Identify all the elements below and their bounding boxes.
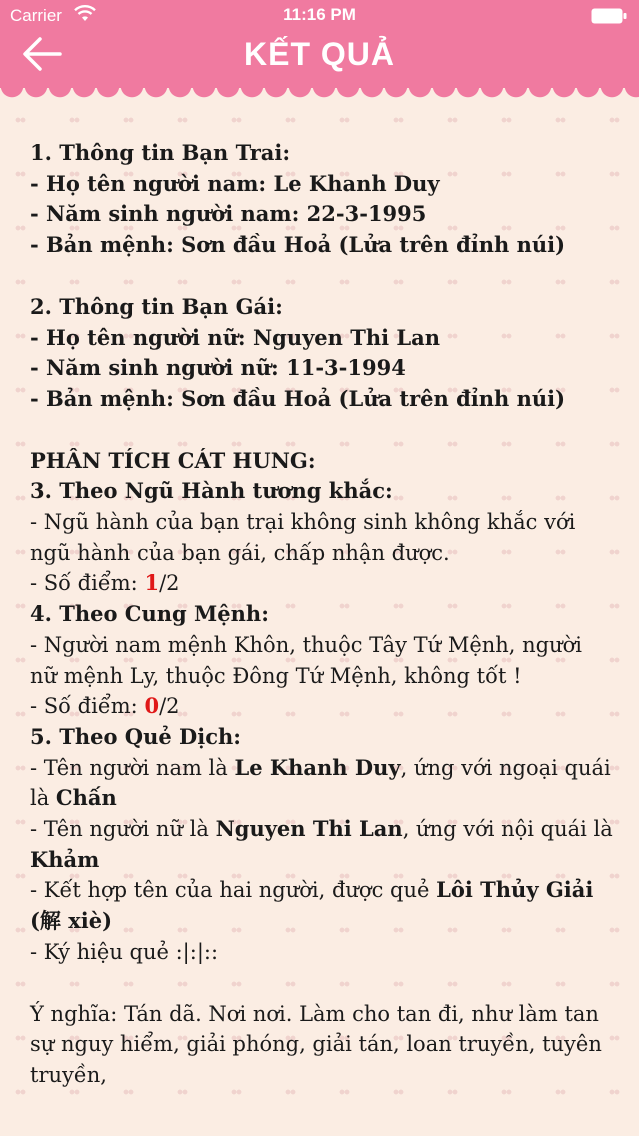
girl-element-line: - Bản mệnh: Sơn đầu Hoả (Lửa trên đỉnh núi) xyxy=(30,385,566,411)
que-dich-symbol-line: - Ký hiệu quẻ :|:|:: xyxy=(30,939,219,964)
page-title: KẾT QUẢ xyxy=(244,36,395,72)
spacer xyxy=(30,968,615,999)
female-name: Nguyen Thi Lan xyxy=(215,816,403,842)
male-trigram: Chấn xyxy=(55,785,117,811)
girl-info-heading: 2. Thông tin Bạn Gái: xyxy=(30,293,283,319)
meaning-text: Ý nghĩa: Tán dã. Nơi nơi. Làm cho tan đi, như làm tan sự nguy hiểm, giải phóng, giải tán, loan truyền, tuyên truyền, xyxy=(30,1001,602,1087)
score-value: 0 xyxy=(144,693,160,719)
boy-birth-line: - Năm sinh người nam: 22-3-1995 xyxy=(30,201,427,227)
boy-info-heading: 1. Thông tin Bạn Trai: xyxy=(30,140,291,165)
text: , ứng với nội quái là xyxy=(402,817,613,842)
text: - Tên người nam là xyxy=(30,755,235,780)
score-max: /2 xyxy=(159,571,180,596)
status-bar xyxy=(0,0,639,32)
ngu-hanh-heading: 3. Theo Ngũ Hành tương khắc: xyxy=(30,478,393,504)
header-scallop-border xyxy=(0,86,639,100)
cung-menh-heading: 4. Theo Cung Mệnh: xyxy=(30,601,269,627)
ngu-hanh-score xyxy=(30,568,615,599)
score-label: - Số điểm: xyxy=(30,571,145,596)
text: - Tên người nữ là xyxy=(30,817,216,842)
spacer xyxy=(30,415,615,446)
ngu-hanh-text: - Ngũ hành của bạn trại không sinh không khắc với ngũ hành của bạn gái, chấp nhận được. xyxy=(30,510,576,565)
que-dich-female-line xyxy=(30,814,615,875)
que-dich-combo-line xyxy=(30,875,615,936)
text: - Kết hợp tên của hai người, được quẻ xyxy=(30,878,437,903)
cung-menh-score xyxy=(30,691,615,722)
que-dich-heading: 5. Theo Quẻ Dịch: xyxy=(30,723,242,749)
text: , ứng với ngoại quái là xyxy=(30,755,611,811)
battery-icon xyxy=(591,8,627,24)
score-value: 1 xyxy=(144,570,160,596)
result-content xyxy=(30,138,615,1087)
hexagram-name: Lôi Thủy Giải (解 xiè) xyxy=(30,877,594,934)
analysis-heading: PHÂN TÍCH CÁT HUNG: xyxy=(30,447,316,473)
spacer xyxy=(30,261,615,292)
score-label: - Số điểm: xyxy=(30,694,145,719)
nav-bar xyxy=(0,0,639,88)
score-max: /2 xyxy=(159,694,180,719)
female-trigram: Khảm xyxy=(30,846,100,872)
girl-name-line: - Họ tên người nữ: Nguyen Thi Lan xyxy=(30,324,441,350)
que-dich-male-line xyxy=(30,753,615,814)
boy-name-line: - Họ tên người nam: Le Khanh Duy xyxy=(30,170,440,196)
male-name: Le Khanh Duy xyxy=(234,754,401,780)
girl-birth-line: - Năm sinh người nữ: 11-3-1994 xyxy=(30,355,406,381)
boy-element-line: - Bản mệnh: Sơn đầu Hoả (Lửa trên đỉnh núi) xyxy=(30,232,566,258)
carrier-label: Carrier xyxy=(10,6,62,25)
cung-menh-text: - Người nam mệnh Khôn, thuộc Tây Tứ Mệnh, người nữ mệnh Ly, thuộc Đông Tứ Mệnh, không tốt ! xyxy=(30,632,582,688)
clock: 11:16 PM xyxy=(283,5,356,24)
